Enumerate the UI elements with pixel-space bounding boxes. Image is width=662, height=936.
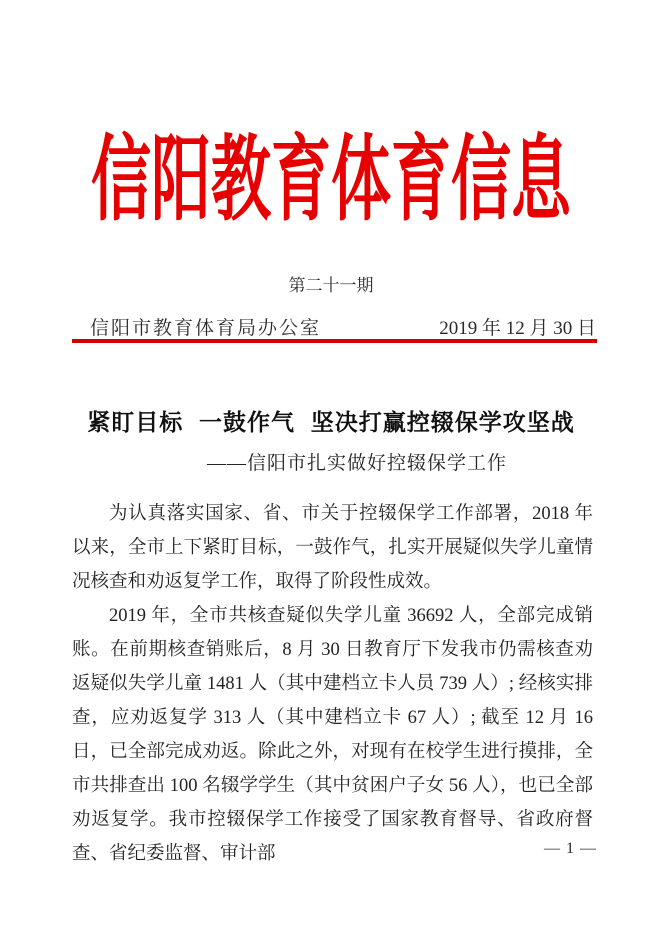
issuing-office: 信阳市教育体育局办公室 bbox=[90, 318, 322, 339]
article-subtitle: ——信阳市扎实做好控辍保学工作 bbox=[206, 453, 507, 474]
page-number: — 1 — bbox=[544, 840, 597, 857]
body-paragraph: 2019 年，全市共核查疑似失学儿童 36692 人，全部完成销账。在前期核查销账后，8 月 30 日教育厅下发我市仍需核查劝返疑似失学儿童 1481 人（其中建档立卡人员 739 人）; 经核实排查，应劝返复学 313 人（其中建档立卡 67 人）; 截至 12 月 16 日，已全部完成劝返。除此之外，对现有在校学生进行摸排，全市共排查出 100 名辍学学生（其中贫困户子女 56 人），也已全部劝返复学。我市控辍保学工作接受了国家教育督导、省政府督查、省纪委监督、审计部 bbox=[72, 606, 593, 864]
article-title: 紧盯目标 一鼓作气 坚决打赢控辍保学攻坚战 bbox=[87, 410, 575, 435]
issue-number: 第二十一期 bbox=[288, 276, 374, 295]
masthead-meta-row bbox=[90, 313, 596, 340]
article-body bbox=[72, 497, 593, 871]
masthead-divider-rule bbox=[72, 339, 597, 343]
body-paragraph: 为认真落实国家、省、市关于控辍保学工作部署，2018 年以来，全市上下紧盯目标，一鼓作气，扎实开展疑似失学儿童情况核查和劝返复学工作，取得了阶段性成效。 bbox=[72, 504, 593, 592]
masthead-title: 信阳教育体育信息 bbox=[91, 129, 571, 232]
issue-date: 2019 年 12 月 30 日 bbox=[439, 318, 596, 339]
